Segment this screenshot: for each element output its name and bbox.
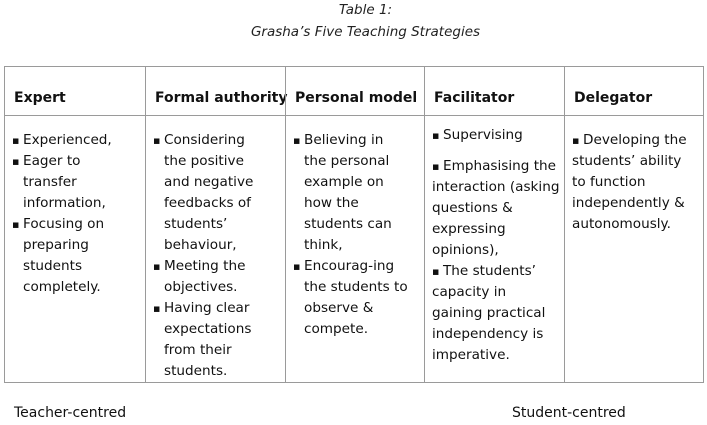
column-facilitator <box>424 67 564 382</box>
list-item: ▪ Believing in the personal example on how the students can think, <box>293 132 392 253</box>
teacher-centred-label: Teacher-centred <box>14 405 127 421</box>
list-item: ▪ Meeting the objectives. <box>153 258 246 295</box>
list-item: ▪ Supervising <box>432 127 523 143</box>
list-item: ▪ The students’ capacity in gaining practical independency is imperative. <box>432 263 546 363</box>
column-body <box>153 130 281 382</box>
column-body <box>572 130 699 235</box>
column-body <box>12 130 141 298</box>
column-body <box>293 130 420 340</box>
column-header: Personal model <box>295 90 418 106</box>
list-item: ▪ Having clear expectations from their students. <box>153 300 252 379</box>
list-item: ▪ Experienced, <box>12 132 112 148</box>
column-body <box>432 125 560 366</box>
list-item: ▪ Eager to transfer information, <box>12 153 106 211</box>
table-title: Grasha’s Five Teaching Strategies <box>250 24 481 40</box>
column-header: Expert <box>14 90 66 106</box>
student-centred-label: Student-centred <box>512 405 626 421</box>
column-header: Delegator <box>574 90 653 106</box>
column-header: Facilitator <box>434 90 515 106</box>
column-expert <box>5 67 145 382</box>
column-formal-authority <box>145 67 288 382</box>
column-delegator <box>564 67 703 382</box>
column-header: Formal authority <box>155 90 288 106</box>
list-item: ▪ Emphasising the interaction (asking questions & expressing opinions), <box>432 158 560 258</box>
list-item: ▪ Considering the positive and negative feedbacks of students’ behaviour, <box>153 132 254 253</box>
table-number: Table 1: <box>338 2 393 18</box>
strategies-table <box>4 66 704 383</box>
list-item: ▪ Developing the students’ ability to function independently & autonomously. <box>572 132 687 232</box>
list-item: ▪ Encourag-ing the students to observe & compete. <box>293 258 408 337</box>
list-item: ▪ Focusing on preparing students completely. <box>12 216 105 295</box>
column-personal-model <box>285 67 424 382</box>
